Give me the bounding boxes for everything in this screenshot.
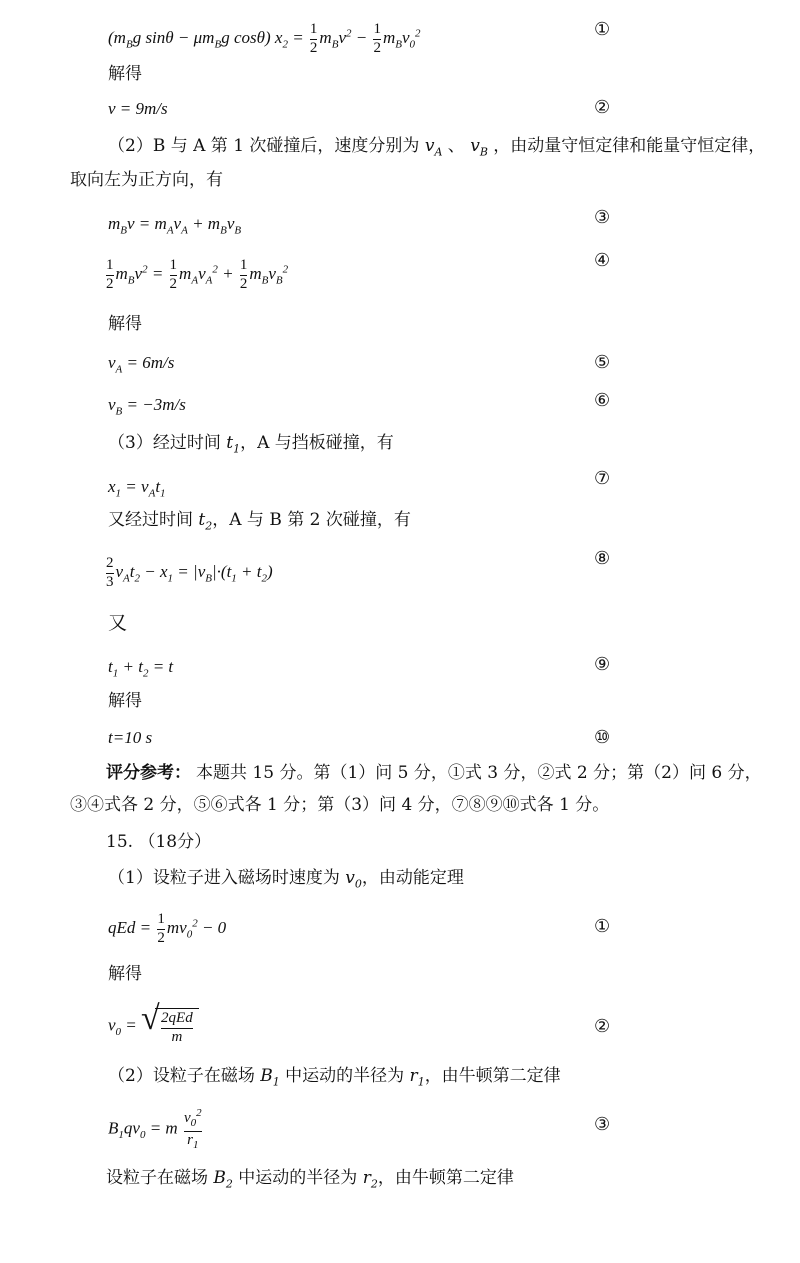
- scoring-label: 评分参考：: [106, 763, 191, 783]
- equation-energy: [0, 10, 800, 56]
- equation-v0: [0, 1000, 800, 1054]
- equation-text: $B_1qv_0 = m$ $\frac{v_0^2}{r_1}$: [108, 1107, 202, 1151]
- equation-text: qEd = $\frac{1}{2}$ $mv_0^2 - 0$: [108, 911, 227, 946]
- paragraph-text: 取向左为正方向，有: [70, 170, 223, 190]
- equation-number: ⑤: [594, 352, 611, 373]
- equation-number: ②: [594, 1016, 611, 1037]
- equation-number: ①: [594, 916, 611, 937]
- equation-text: $v_A = 6m/s$: [108, 353, 175, 376]
- paragraph-text: 设粒子在磁场 $B_2$ 中运动的半径为 $r_2$，由牛顿第二定律: [106, 1168, 514, 1191]
- jiede-label: 解得: [108, 64, 142, 84]
- equation-text: ($m_Bg$ $\sin\theta - \mu m_Bg$ cosθ) $x_2$ = $\frac{1}{2}$ $m_Bv^2$ − $\frac{1}{2}$ $m_Bv_0^2$: [108, 21, 421, 56]
- jiede-label: 解得: [108, 691, 142, 711]
- equation-number: ⑩: [594, 727, 611, 748]
- equation-text: t=10 s: [108, 728, 153, 747]
- paragraph-text: （2）设粒子在磁场 $B_1$ 中运动的半径为 $r_1$，由牛顿第二定律: [108, 1066, 561, 1089]
- equation-text: $m_Bv = m_Av_A + m_Bv_B$: [108, 214, 242, 237]
- equation-kinetic: [0, 906, 800, 956]
- jiede-label: 解得: [108, 314, 142, 334]
- jiede-label: 解得: [108, 964, 142, 984]
- equation-number: ⑧: [594, 548, 611, 569]
- equation-text: $t_1 + t_2 = t$: [108, 657, 174, 680]
- equation-energy-conservation: [0, 250, 800, 300]
- equation-number: ②: [594, 97, 611, 118]
- equation-number: ⑨: [594, 654, 611, 675]
- equation-number: ①: [594, 19, 611, 40]
- equation-number: ⑦: [594, 468, 611, 489]
- you-label: 又: [108, 612, 128, 634]
- equation-text: $\frac{1}{2}$ $m_Bv^2$ = $\frac{1}{2}$ $m_Av_A^2$ + $\frac{1}{2}$ $m_Bv_B^2$: [106, 257, 289, 292]
- equation-text: $\frac{2}{3}$ $v_At_2 - x_1 = |v_B|\cdot(t_1 + t_2)$: [106, 555, 273, 590]
- paragraph-text: （2）B 与 A 第 1 次碰撞后，速度分别为 $v_A$ 、 $v_B$ ，由动量守恒定律和能量守恒定律，: [108, 136, 766, 159]
- question-number: 15. （18分）: [106, 832, 212, 852]
- equation-newton: [0, 1102, 800, 1156]
- equation-text: $x_1 = v_At_1$: [108, 477, 166, 500]
- equation-number: ⑥: [594, 390, 611, 411]
- equation-number: ③: [594, 207, 611, 228]
- scoring-text: ③④式各 2 分，⑤⑥式各 1 分；第（3）问 4 分，⑦⑧⑨⑩式各 1 分。: [70, 795, 610, 815]
- paragraph-text: 又经过时间 $t_2$，A 与 B 第 2 次碰撞，有: [108, 510, 411, 533]
- equation-text: v = 9m/s: [108, 99, 168, 118]
- equation-collision2: [0, 548, 800, 598]
- paragraph-text: （3）经过时间 $t_1$，A 与挡板碰撞，有: [108, 433, 394, 456]
- equation-text: $v_B = -3m/s$: [108, 395, 186, 418]
- scoring-text: 本题共 15 分。第（1）问 5 分，①式 3 分，②式 2 分；第（2）问 6 分，: [196, 763, 762, 783]
- equation-number: ③: [594, 1114, 611, 1135]
- equation-text: $v_0$ = √ $\frac{\text{2qEd}}{m}$: [108, 1008, 199, 1046]
- paragraph-text: （1）设粒子进入磁场时速度为 $v_0$，由动能定理: [108, 868, 464, 891]
- equation-number: ④: [594, 250, 611, 271]
